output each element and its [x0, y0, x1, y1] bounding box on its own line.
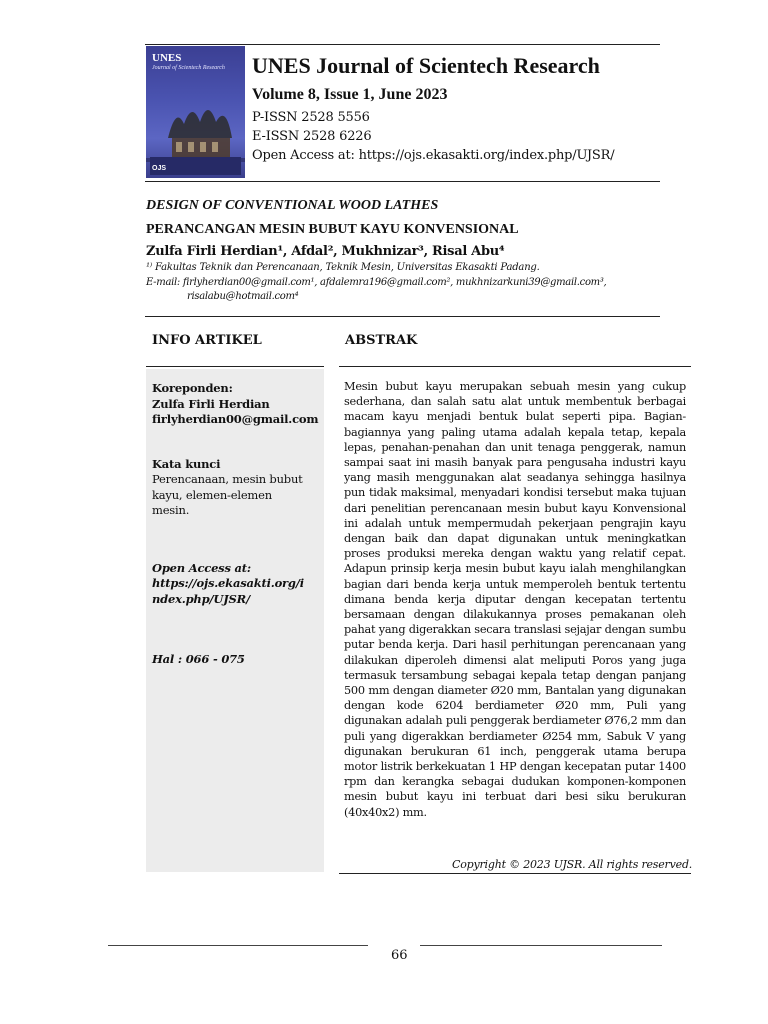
info-heading-rule — [146, 366, 324, 367]
article-info-panel — [146, 369, 324, 872]
journal-cover-image — [146, 46, 245, 178]
cover-ojs-logo: OJS — [152, 165, 167, 172]
cover-subtitle: Journal of Scientech Research — [152, 65, 225, 71]
journal-eissn: E-ISSN 2528 6226 — [252, 129, 372, 144]
correspondent-label: Koreponden: — [152, 381, 233, 395]
article-title-indonesian: PERANCANGAN MESIN BUBUT KAYU KONVENSIONAL — [146, 222, 519, 237]
journal-open-access[interactable]: Open Access at: https://ojs.ekasakti.org/index.php/UJSR/ — [252, 148, 615, 163]
open-access-label: Open Access at: — [152, 561, 251, 575]
header-top-rule — [145, 44, 660, 45]
article-affiliation: ¹⁾ Fakultas Teknik dan Perencanaan, Teknik Mesin, Universitas Ekasakti Padang. — [146, 262, 540, 273]
journal-volume: Volume 8, Issue 1, June 2023 — [252, 86, 448, 103]
info-heading: INFO ARTIKEL — [152, 333, 262, 348]
page-range: Hal : 066 - 075 — [152, 652, 245, 666]
article-emails-continued: risalabu@hotmail.com⁴ — [187, 291, 299, 302]
abstract-heading: ABSTRAK — [345, 333, 418, 348]
correspondent-name: Zulfa Firli Herdian — [152, 397, 270, 411]
footer-rule-right — [420, 945, 662, 946]
correspondent-email[interactable]: firlyherdian00@gmail.com — [152, 412, 319, 426]
abstract-body: Mesin bubut kayu merupakan sebuah mesin yang cukup sederhana, dan salah satu alat untuk membentuk berbagai macam kayu menjadi bentuk bulat seperti pipa. Bagian-bagiannya yang paling utama adalah kepala tetap, kepala lepas, penahan-penahan dan unit tenaga penggerak, namun sampai saat ini masih banyak para pengusaha industri kayu yang masih menggunakan alat seadanya sehingga hasilnya pun tidak maksimal, menyadari kondisi tersebut maka tujuan dari penelitian perencanaan mesin bubut kayu Konvensional ini adalah untuk mempermudah pekerjaan pengrajin kayu dengan baik dan dapat digunakan untuk meningkatkan proses produksi mereka dengan waktu yang relatif cepat. Adapun prinsip kerja mesin bubut kayu ialah menghilangkan bagian dari benda kerja untuk memperoleh bentuk tertentu dimana benda kerja diputar dengan kecepatan tertentu bersamaan dengan dilakukannya proses pemakanan oleh pahat yang digerakkan secara translasi sejajar dengan sumbu putar benda kerja. Dari hasil perhitungan perencanaan yang dilakukan diperoleh dimensi alat meliputi Poros yang juga termasuk tersambung sebagai kepala tetap dengan panjang 500 mm dengan diameter Ø20 mm, Bantalan yang digunakan dengan kode 6204 berdiameter Ø20 mm, Puli yang digunakan adalah puli penggerak berdiameter Ø76,2 mm dan puli yang digerakkan berdiameter Ø254 mm, Sabuk V yang digunakan berukuran 61 inch, penggerak utama berupa motor listrik berkekuatan 1 HP dengan kecepatan putar 1400 rpm dan kerangka sebagai dudukan komponen-komponen mesin bubut kayu ini terbuat dari besi siku berukuran (40x40x2) mm. — [344, 380, 686, 819]
article-emails: E-mail: firlyherdian00@gmail.com¹, afdalemra196@gmail.com², mukhnizarkuni39@gmail.com³, — [146, 277, 607, 288]
journal-title: UNES Journal of Scientech Research — [252, 53, 600, 78]
keywords-text: Perencanaan, mesin bubut kayu, elemen-elemen mesin. — [152, 472, 303, 517]
page-number: 66 — [391, 948, 408, 963]
section-top-rule — [145, 316, 660, 317]
copyright-notice: Copyright © 2023 UJSR. All rights reserved. — [452, 858, 693, 871]
abstract-bottom-rule — [339, 873, 691, 874]
abstract-heading-rule — [339, 366, 691, 367]
article-title-english: DESIGN OF CONVENTIONAL WOOD LATHES — [146, 198, 439, 213]
cover-title: UNES — [152, 52, 182, 64]
article-authors: Zulfa Firli Herdian¹, Afdal², Mukhnizar³, Risal Abu⁴ — [146, 244, 505, 259]
header-bottom-rule — [145, 181, 660, 182]
journal-pissn: P-ISSN 2528 5556 — [252, 110, 370, 125]
footer-rule-left — [108, 945, 368, 946]
keywords-label: Kata kunci — [152, 457, 221, 471]
open-access-url[interactable]: https://ojs.ekasakti.org/index.php/UJSR/ — [152, 576, 304, 606]
